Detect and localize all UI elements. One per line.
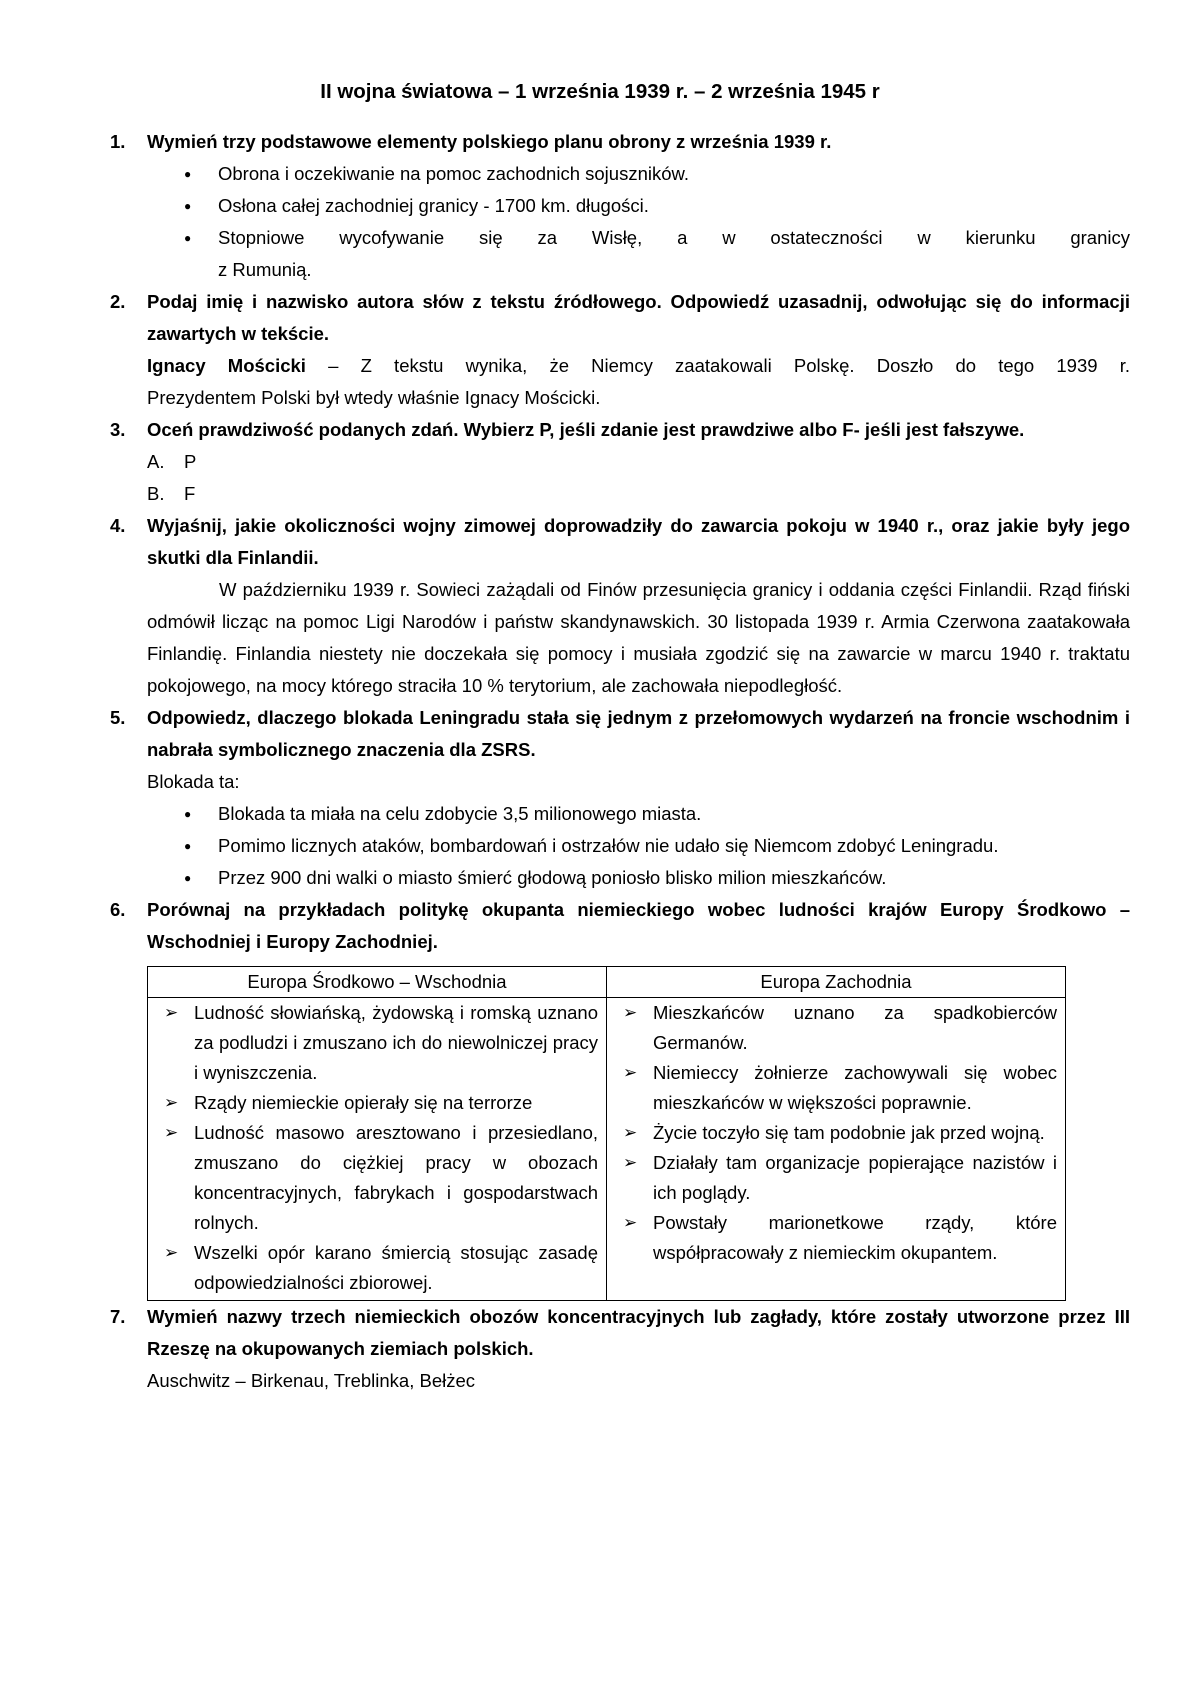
item-value: P	[184, 451, 197, 472]
question-number: 2.	[110, 291, 126, 312]
table-cell-left	[148, 998, 607, 1301]
item-label: A.	[147, 451, 165, 472]
question-5	[110, 702, 1130, 766]
question-7	[110, 1301, 1130, 1365]
question-text: Wyjaśnij, jakie okoliczności wojny zimowej doprowadziły do zawarcia pokoju w 1940 r., oraz jakie były jego skutki dla Finlandii.	[147, 515, 1130, 568]
answer-list-q5	[110, 798, 1130, 894]
list-item: ● Osłona całej zachodniej granicy - 1700 km. długości.	[218, 190, 1130, 222]
answer-q2-line1	[110, 350, 1130, 382]
list-item	[147, 478, 1130, 510]
list-item: ➢ Mieszkańców uznano za spadkobierców Germanów.	[653, 998, 1057, 1058]
question-4	[110, 510, 1130, 574]
list-item: ● Stopniowe wycofywanie się za Wisłę, a w ostateczności w kierunku granicy	[218, 222, 1130, 254]
answer-name: Ignacy Mościcki	[147, 355, 306, 376]
list-item: ➢ Ludność masowo aresztowano i przesiedlano, zmuszano do ciężkiej pracy w obozach koncentracyjnych, fabrykach i gospodarstwach rolnych.	[194, 1118, 598, 1238]
question-text: Wymień trzy podstawowe elementy polskiego planu obrony z września 1939 r.	[147, 131, 832, 152]
document-content	[110, 126, 1130, 1397]
list-item: ● Przez 900 dni walki o miasto śmierć głodową poniosło blisko milion mieszkańców.	[218, 862, 1130, 894]
item-value: F	[184, 483, 196, 504]
answer-q5-intro: Blokada ta:	[147, 771, 240, 792]
table-row	[148, 998, 1066, 1301]
column-header: Europa Zachodnia	[607, 967, 1066, 998]
question-text: Wymień nazwy trzech niemieckich obozów koncentracyjnych lub zagłady, które zostały utworzone przez III Rzeszę na okupowanych ziemiach polskich.	[147, 1306, 1130, 1359]
answer-q2-line2: Prezydentem Polski był wtedy właśnie Ignacy Mościcki.	[147, 387, 601, 408]
question-text: Porównaj na przykładach politykę okupanta niemieckiego wobec ludności krajów Europy Środkowo – Wschodniej i Europy Zachodniej.	[147, 899, 1130, 952]
column-header: Europa Środkowo – Wschodnia	[148, 967, 607, 998]
question-number: 5.	[110, 707, 126, 728]
list-item: ● Pomimo licznych ataków, bombardowań i ostrzałów nie udało się Niemcom zdobyć Leningradu.	[218, 830, 1130, 862]
list-item: ➢ Niemieccy żołnierze zachowywali się wobec mieszkańców w większości poprawnie.	[653, 1058, 1057, 1118]
question-3	[110, 414, 1130, 446]
question-1	[110, 126, 1130, 158]
question-number: 6.	[110, 899, 126, 920]
list-item: ➢ Ludność słowiańską, żydowską i romską uznano za podludzi i zmuszano ich do niewolniczej pracy i wyniszczenia.	[194, 998, 598, 1088]
list-item: ➢ Rządy niemieckie opierały się na terrorze	[194, 1088, 598, 1118]
question-number: 4.	[110, 515, 126, 536]
list-item	[147, 446, 1130, 478]
list-item: ● Blokada ta miała na celu zdobycie 3,5 milionowego miasta.	[218, 798, 1130, 830]
list-item-continuation: z Rumunią.	[218, 259, 312, 280]
item-label: B.	[147, 483, 165, 504]
question-text: Odpowiedz, dlaczego blokada Leningradu stała się jednym z przełomowych wydarzeń na froncie wschodnim i nabrała symbolicznego znaczenia dla ZSRS.	[147, 707, 1130, 760]
comparison-table	[147, 966, 1066, 1301]
table-header-row	[148, 967, 1066, 998]
answer-q4: W październiku 1939 r. Sowieci zażądali od Finów przesunięcia granicy i oddania części Finlandii. Rząd fiński odmówił licząc na pomoc Ligi Narodów i państw skandynawskich. 30 listopada 1939 r. Armia Czerwona zaatakowała Finlandię. Finlandia niestety nie doczekała się pomocy i musiała zgodzić się na zawarcie w marcu 1940 r. traktatu pokojowego, na mocy którego straciła 10 % terytorium, ale zachowała niepodległość.	[147, 579, 1130, 696]
question-6	[110, 894, 1130, 958]
question-number: 1.	[110, 131, 126, 152]
question-number: 3.	[110, 419, 126, 440]
document-title: II wojna światowa – 1 września 1939 r. – 2 września 1945 r	[320, 80, 880, 103]
answer-list-q1	[110, 158, 1130, 254]
question-number: 7.	[110, 1306, 126, 1327]
list-item: ➢ Powstały marionetkowe rządy, które współpracowały z niemieckim okupantem.	[653, 1208, 1057, 1268]
answer-q3	[110, 446, 1130, 510]
table-cell-right	[607, 998, 1066, 1301]
list-item: ● Obrona i oczekiwanie na pomoc zachodnich sojuszników.	[218, 158, 1130, 190]
list-item: ➢ Działały tam organizacje popierające nazistów i ich poglądy.	[653, 1148, 1057, 1208]
question-2	[110, 286, 1130, 350]
question-text: Podaj imię i nazwisko autora słów z tekstu źródłowego. Odpowiedź uzasadnij, odwołując się do informacji zawartych w tekście.	[147, 291, 1130, 344]
answer-q7: Auschwitz – Birkenau, Treblinka, Bełżec	[147, 1370, 476, 1391]
list-item: ➢ Życie toczyło się tam podobnie jak przed wojną.	[653, 1118, 1057, 1148]
question-text: Oceń prawdziwość podanych zdań. Wybierz P, jeśli zdanie jest prawdziwe albo F- jeśli jest fałszywe.	[147, 419, 1025, 440]
answer-text: – Z tekstu wynika, że Niemcy zaatakowali Polskę. Doszło do tego 1939 r.	[305, 355, 1130, 376]
list-item: ➢ Wszelki opór karano śmiercią stosując zasadę odpowiedzialności zbiorowej.	[194, 1238, 598, 1298]
